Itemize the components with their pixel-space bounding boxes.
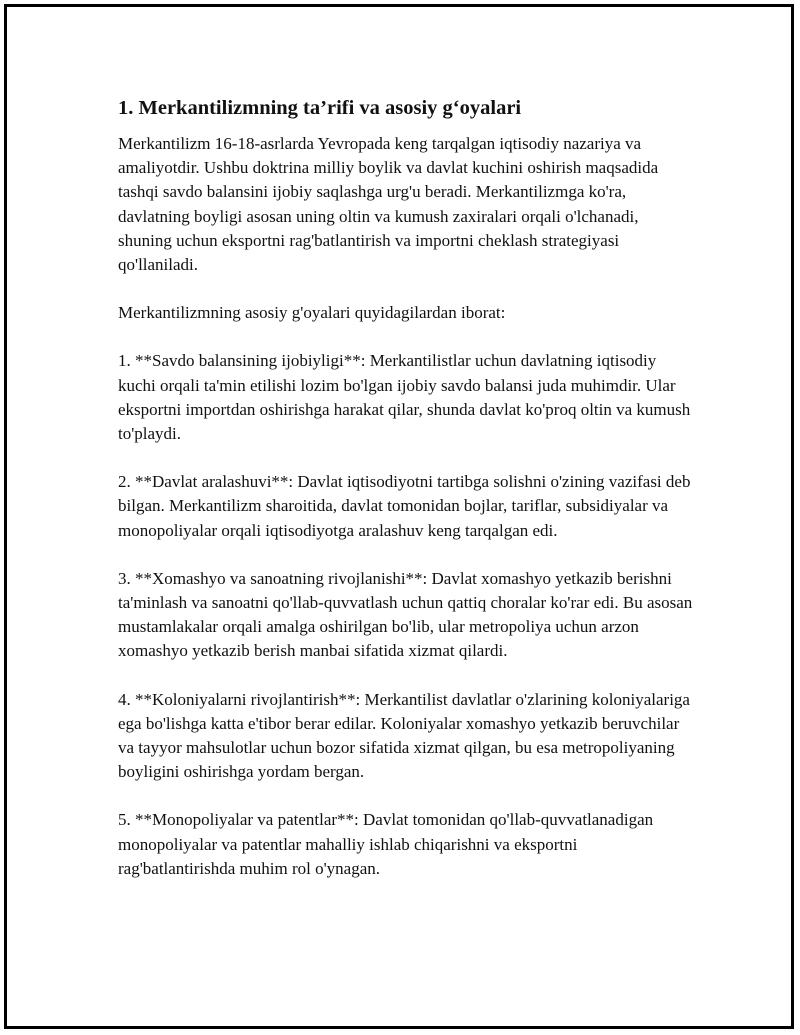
list-item-raw-materials-industry: 3. **Xomashyo va sanoatning rivojlanishi**: Davlat xomashyo yetkazib berishni ta'minlash va sanoatni qo'llab-quvvatlash uchun qattiq choralar ko'rar edi. Bu asosan mustamlakalar orqali amalga oshirilgan bo'lib, ular metropoliya uchun arzon xomashyo yetkazib berish manbai sifatida xizmat qilardi. <box>118 568 693 661</box>
intro-paragraph: Merkantilizm 16-18-asrlarda Yevropada keng tarqalgan iqtisodiy nazariya va amaliyotdir. Ushbu doktrina milliy boylik va davlat kuchini oshirish maqsadida tashqi savdo balansini ijobiy saqlashga urg'u beradi. Merkantilizmga ko'ra, davlatning boyligi asosan uning oltin va kumush zaxiralari orqali o'lchanadi, shuning uchun eksportni rag'batlantirish va importni cheklash strategiyasi qo'llaniladi. <box>118 134 659 275</box>
list-item-state-intervention: 2. **Davlat aralashuvi**: Davlat iqtisodiyotni tartibga solishni o'zining vazifasi deb bilgan. Merkantilizm sharoitida, davlat tomonidan bojlar, tariflar, subsidiyalar va monopoliyalar orqali iqtisodiyotga aralashuv keng tarqalgan edi. <box>118 472 691 540</box>
list-item-monopolies-patents: 5. **Monopoliyalar va patentlar**: Davlat tomonidan qo'llab-quvvatlanadigan monopoliyalar va patentlar mahalliy ishlab chiqarishni va eksportni rag'batlantirishda muhim rol o'ynagan. <box>118 810 654 878</box>
list-item-trade-balance: 1. **Savdo balansining ijobiyligi**: Merkantilistlar uchun davlatning iqtisodiy kuchi orqali ta'min etilishi lozim bo'lgan ijobiy savdo balansi juda muhimdir. Ular eksportni importdan oshirishga harakat qilar, shunda davlat ko'proq oltin va kumush to'playdi. <box>118 351 691 444</box>
document-body <box>118 94 693 905</box>
section-title: 1. Merkantilizmning ta’rifi va asosiy g‘oyalari <box>118 97 522 119</box>
list-item-colonies: 4. **Koloniyalarni rivojlantirish**: Merkantilist davlatlar o'zlarining koloniyalariga ega bo'lishga katta e'tibor berar edilar. Koloniyalar xomashyo yetkazib beruvchilar va tayyor mahsulotlar uchun bozor sifatida xizmat qilgan, bu esa metropoliyaning boyligini oshirishga yordam bergan. <box>118 689 690 782</box>
list-intro-paragraph: Merkantilizmning asosiy g'oyalari quyidagilardan iborat: <box>118 303 506 323</box>
